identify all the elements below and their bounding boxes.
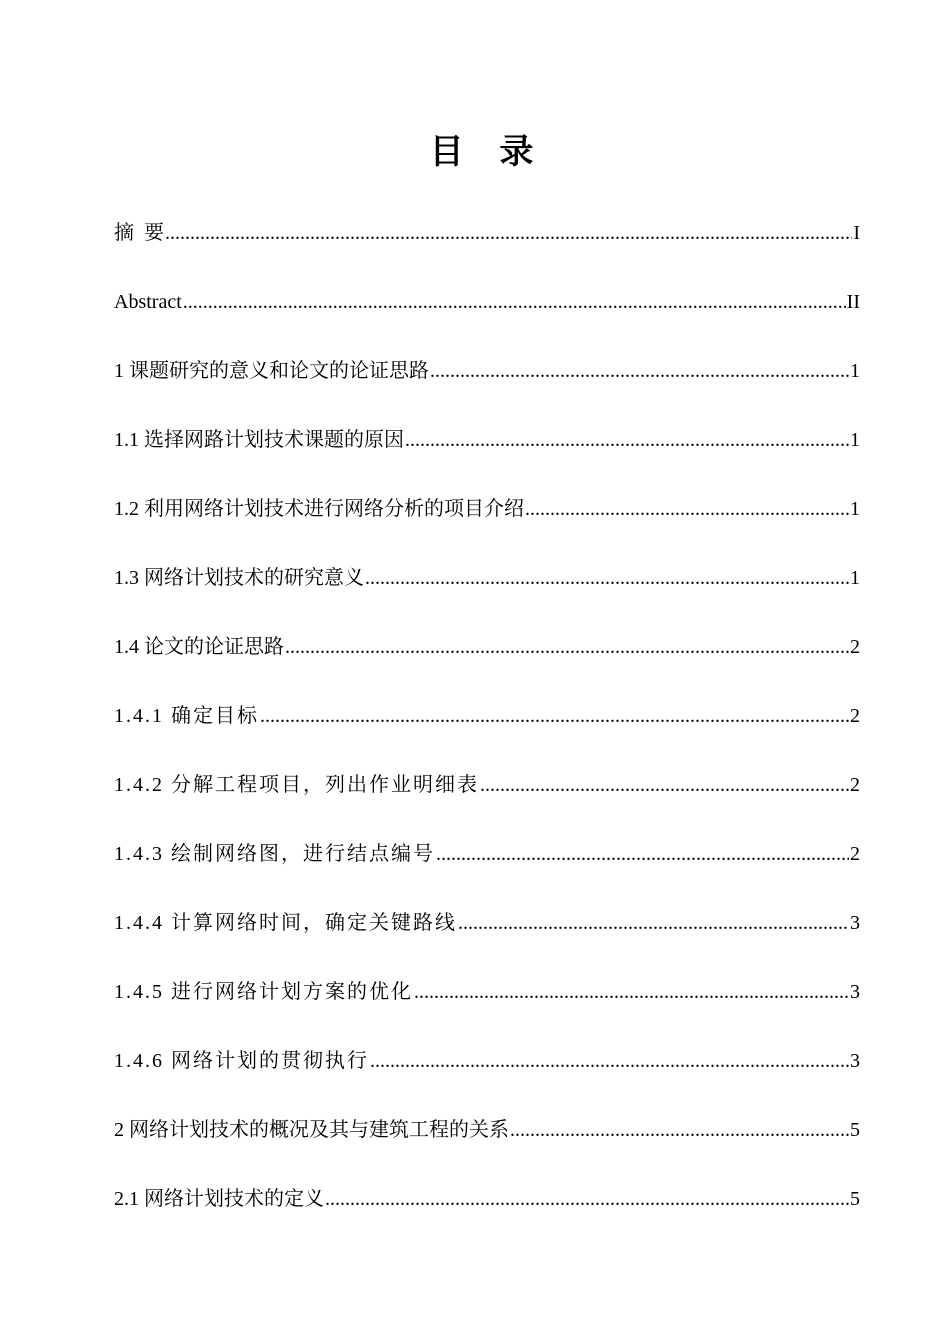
toc-page-number: 3 (850, 912, 860, 934)
toc-entry-section-2-1[interactable] (114, 1184, 860, 1214)
toc-entry-section-1-2[interactable] (114, 494, 860, 524)
toc-leader-dots (436, 839, 849, 869)
toc-leader-dots (365, 563, 849, 593)
toc-page-number: II (846, 291, 860, 313)
toc-leader-dots (510, 1115, 849, 1145)
toc-leader-dots (370, 1046, 849, 1076)
toc-leader-dots (458, 908, 849, 938)
toc-entry-section-1-4-2[interactable] (114, 770, 860, 800)
toc-entry-text: Abstract (114, 291, 182, 313)
toc-leader-dots (525, 494, 849, 524)
toc-entry-text: 1.1 选择网路计划技术课题的原因 (114, 429, 404, 451)
toc-leader-dots (430, 356, 849, 386)
toc-leader-dots (183, 287, 846, 317)
toc-entry-text: 1.2 利用网络计划技术进行网络分析的项目介绍 (114, 498, 524, 520)
toc-entry-text: 1 课题研究的意义和论文的论证思路 (114, 360, 429, 382)
toc-page-number: 3 (850, 981, 860, 1003)
toc-entry-text: 1.4 论文的论证思路 (114, 636, 284, 658)
toc-page-number: 1 (850, 498, 860, 520)
toc-page-number: I (853, 222, 860, 244)
toc-page-number: 3 (850, 1050, 860, 1072)
toc-page-number: 2 (850, 843, 860, 865)
toc-entry-abstract-cn[interactable] (114, 218, 860, 248)
toc-page-number: 1 (850, 429, 860, 451)
toc-entry-text: 1.4.4 计算网络时间，确定关键路线 (114, 912, 457, 934)
toc-leader-dots (165, 218, 852, 248)
toc-leader-dots (285, 632, 849, 662)
toc-entry-chapter-1[interactable] (114, 356, 860, 386)
toc-entry-text: 2.1 网络计划技术的定义 (114, 1188, 324, 1210)
toc-entry-section-1-4-6[interactable] (114, 1046, 860, 1076)
page-title: 目 录 (429, 132, 546, 172)
toc-entry-section-1-1[interactable] (114, 425, 860, 455)
toc-entry-abstract-en[interactable] (114, 287, 860, 317)
toc-leader-dots (325, 1184, 849, 1214)
toc-entry-text: 1.3 网络计划技术的研究意义 (114, 567, 364, 589)
toc-page-number: 1 (850, 360, 860, 382)
toc-leader-dots (480, 770, 849, 800)
toc-entry-section-1-3[interactable] (114, 563, 860, 593)
toc-page-number: 2 (850, 705, 860, 727)
toc-entry-text: 1.4.5 进行网络计划方案的优化 (114, 981, 413, 1003)
toc-page-number: 2 (850, 636, 860, 658)
toc-entry-section-1-4-4[interactable] (114, 908, 860, 938)
toc-entry-text: 摘 要 (114, 222, 164, 244)
toc-page-number: 2 (850, 774, 860, 796)
toc-page-number: 5 (850, 1119, 860, 1141)
toc-entry-text: 2 网络计划技术的概况及其与建筑工程的关系 (114, 1119, 509, 1141)
toc-page-number: 1 (850, 567, 860, 589)
toc-entry-section-1-4-5[interactable] (114, 977, 860, 1007)
toc-leader-dots (405, 425, 849, 455)
toc-entry-text: 1.4.3 绘制网络图，进行结点编号 (114, 843, 435, 865)
toc-page-number: 5 (850, 1188, 860, 1210)
toc-entry-section-1-4[interactable] (114, 632, 860, 662)
toc-entry-text: 1.4.1 确定目标 (114, 705, 259, 727)
toc-entry-text: 1.4.6 网络计划的贯彻执行 (114, 1050, 369, 1072)
toc-entry-chapter-2[interactable] (114, 1115, 860, 1145)
toc-entry-section-1-4-3[interactable] (114, 839, 860, 869)
toc-leader-dots (260, 701, 849, 731)
toc-entry-section-1-4-1[interactable] (114, 701, 860, 731)
toc-leader-dots (414, 977, 849, 1007)
toc-entry-text: 1.4.2 分解工程项目，列出作业明细表 (114, 774, 479, 796)
